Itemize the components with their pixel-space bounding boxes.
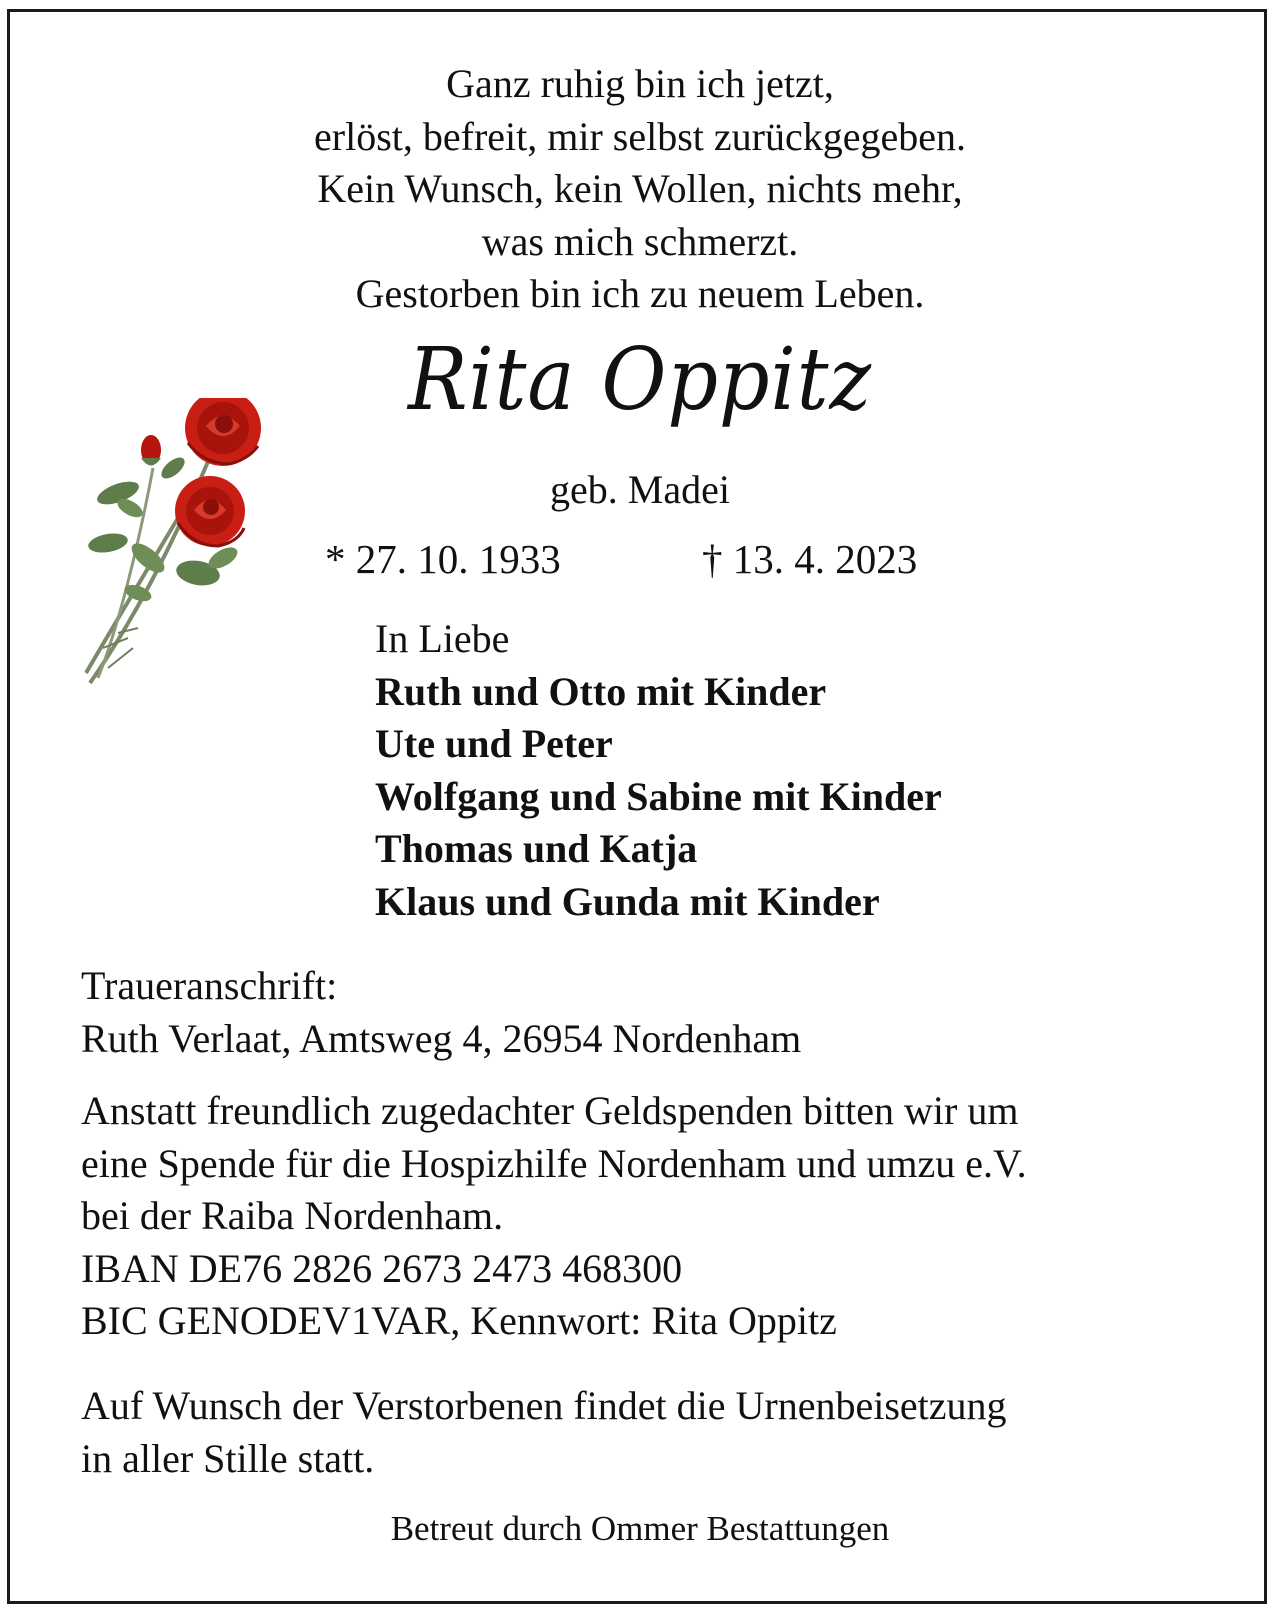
mourners-list	[375, 613, 942, 928]
iban-line: IBAN DE76 2826 2673 2473 468300	[81, 1245, 683, 1291]
donation-line: Anstatt freundlich zugedachter Geldspenden bitten wir um	[81, 1088, 1019, 1133]
deceased-name: Rita Oppitz	[407, 330, 873, 430]
poem-line: Gestorben bin ich zu neuem Leben.	[355, 271, 925, 316]
donation-line: eine Spende für die Hospizhilfe Nordenham und umzu e.V.	[81, 1140, 1027, 1186]
donation-line: bei der Raiba Nordenham.	[81, 1193, 504, 1238]
birth-date: * 27. 10. 1933	[325, 536, 561, 582]
poem-line: Kein Wunsch, kein Wollen, nichts mehr,	[317, 166, 963, 211]
burial-line: Auf Wunsch der Verstorbenen findet die Urnenbeisetzung	[81, 1383, 1007, 1428]
death-date: † 13. 4. 2023	[702, 536, 918, 582]
mourners-intro: In Liebe	[375, 616, 510, 661]
funeral-home-credit: Betreut durch Ommer Bestattungen	[390, 1509, 890, 1548]
mourner-family: Wolfgang und Sabine mit Kinder	[375, 773, 942, 819]
poem-line: Ganz ruhig bin ich jetzt,	[446, 61, 834, 106]
mourner-family: Ute und Peter	[375, 721, 613, 766]
maiden-name: geb. Madei	[550, 467, 730, 512]
donation-note	[81, 1085, 1027, 1348]
red-roses-icon	[78, 398, 290, 696]
mourner-family: Thomas und Katja	[375, 826, 698, 871]
burial-line: in aller Stille statt.	[81, 1435, 375, 1481]
mourning-address	[81, 960, 801, 1065]
poem-line: erlöst, befreit, mir selbst zurückgegeben.	[314, 113, 966, 159]
mourner-family: Klaus und Gunda mit Kinder	[375, 878, 880, 924]
burial-note	[81, 1380, 1007, 1485]
poem	[0, 58, 1280, 321]
address-label: Traueranschrift:	[81, 963, 338, 1008]
mourner-family: Ruth und Otto mit Kinder	[375, 668, 827, 714]
bic-line: BIC GENODEV1VAR, Kennwort: Rita Oppitz	[81, 1298, 837, 1343]
address-text: Ruth Verlaat, Amtsweg 4, 26954 Nordenham	[81, 1015, 802, 1061]
poem-line: was mich schmerzt.	[481, 218, 799, 264]
